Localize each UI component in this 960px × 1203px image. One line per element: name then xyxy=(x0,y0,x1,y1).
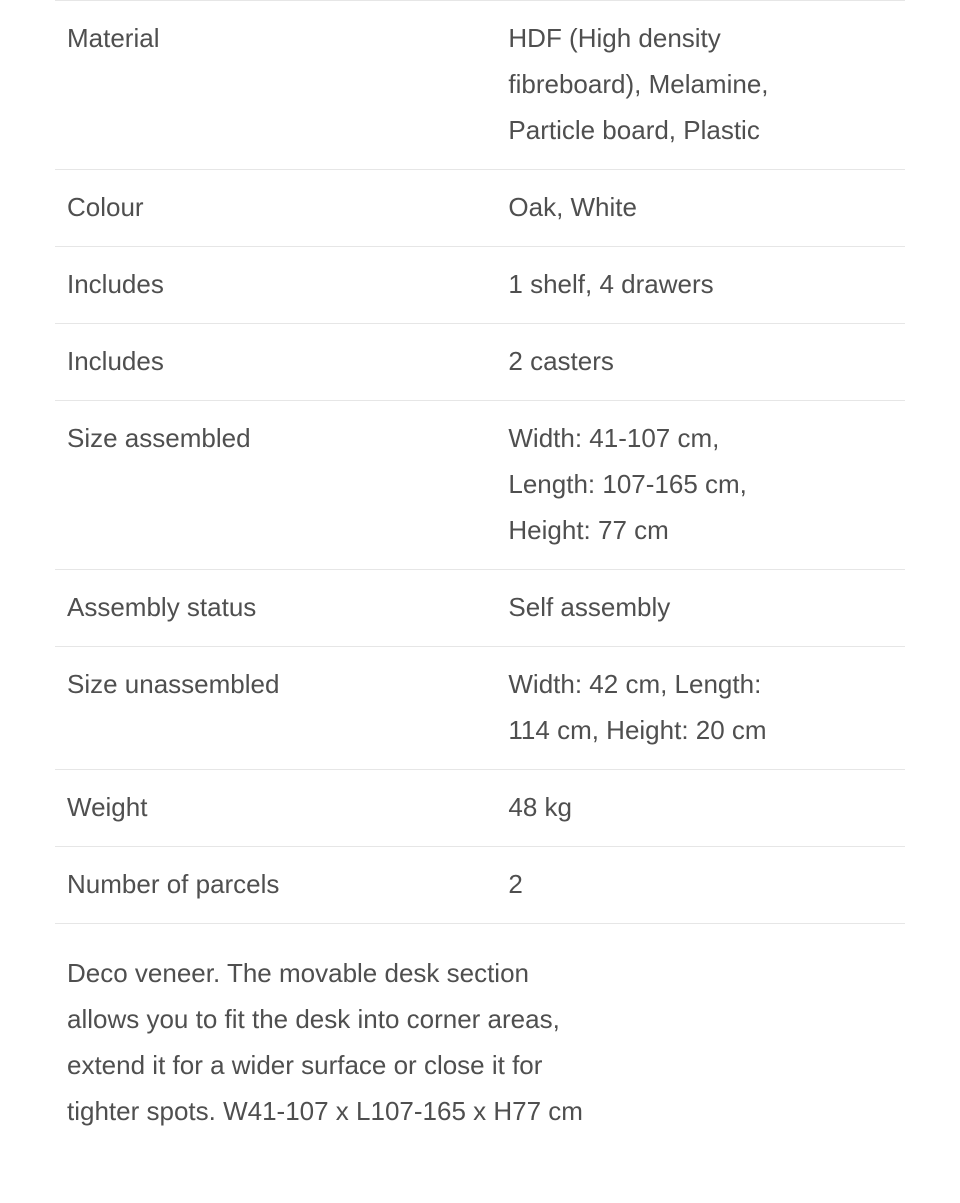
table-row xyxy=(55,647,905,770)
spec-value-cell xyxy=(504,324,905,401)
table-row xyxy=(55,324,905,401)
spec-value-cell xyxy=(504,647,905,770)
spec-label: Size unassembled xyxy=(67,669,280,699)
spec-value-cell xyxy=(504,247,905,324)
spec-value: 1 shelf, 4 drawers xyxy=(508,269,714,299)
spec-value-cell xyxy=(504,1,905,170)
table-row xyxy=(55,247,905,324)
spec-label-cell xyxy=(55,570,504,647)
spec-value: Self assembly xyxy=(508,592,671,622)
spec-label: Includes xyxy=(67,269,164,299)
spec-label: Number of parcels xyxy=(67,869,280,899)
spec-value: Width: 41-107 cm, Length: 107-165 cm, Height: 77 cm xyxy=(508,423,747,545)
spec-value: HDF (High density fibreboard), Melamine, Particle board, Plastic xyxy=(508,23,769,145)
spec-value-cell xyxy=(504,770,905,847)
spec-value-cell xyxy=(504,570,905,647)
table-row xyxy=(55,770,905,847)
spec-label: Assembly status xyxy=(67,592,257,622)
specifications-table xyxy=(55,0,905,924)
table-row xyxy=(55,847,905,924)
specifications-table-body xyxy=(55,1,905,924)
spec-value: Oak, White xyxy=(508,192,637,222)
spec-label: Size assembled xyxy=(67,423,251,453)
spec-value-cell xyxy=(504,170,905,247)
spec-label-cell xyxy=(55,324,504,401)
table-row xyxy=(55,1,905,170)
spec-value: 2 casters xyxy=(508,346,614,376)
product-description: Deco veneer. The movable desk section allows you to fit the desk into corner areas, extend it for a wider surface or close it for tighter spots. W41-107 x L107-165 x H77 cm xyxy=(67,958,583,1126)
table-row xyxy=(55,170,905,247)
table-row xyxy=(55,401,905,570)
spec-label: Material xyxy=(67,23,160,53)
spec-label-cell xyxy=(55,247,504,324)
table-row xyxy=(55,570,905,647)
spec-label: Includes xyxy=(67,346,164,376)
spec-label: Colour xyxy=(67,192,144,222)
spec-label-cell xyxy=(55,401,504,570)
spec-label-cell xyxy=(55,770,504,847)
spec-value: Width: 42 cm, Length: 114 cm, Height: 20 cm xyxy=(508,669,767,745)
spec-label-cell xyxy=(55,647,504,770)
spec-value: 2 xyxy=(508,869,523,899)
bottom-spacer xyxy=(0,1134,960,1194)
spec-value: 48 kg xyxy=(508,792,572,822)
spec-label: Weight xyxy=(67,792,148,822)
spec-label-cell xyxy=(55,847,504,924)
spec-label-cell xyxy=(55,170,504,247)
spec-value-cell xyxy=(504,847,905,924)
spec-value-cell xyxy=(504,401,905,570)
spec-label-cell xyxy=(55,1,504,170)
